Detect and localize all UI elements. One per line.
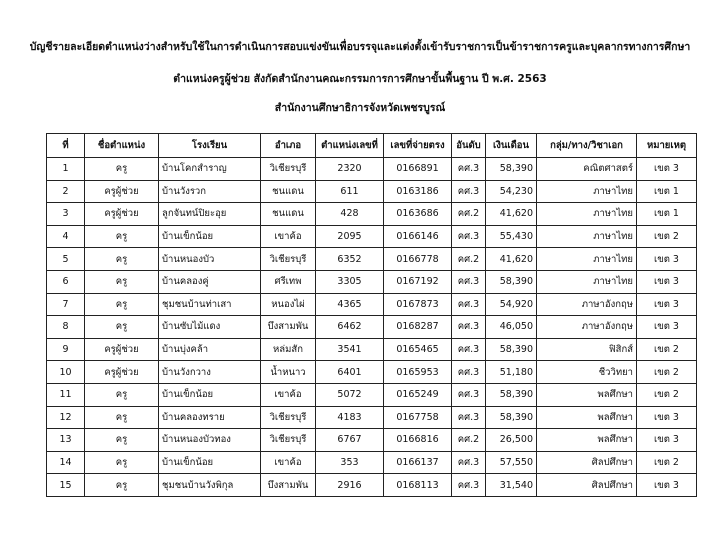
cell-remark: เขต 2 xyxy=(637,383,697,406)
cell-payroll-number: 0167192 xyxy=(384,270,452,293)
cell-school: ชุมชนบ้านวังพิกุล xyxy=(159,474,261,497)
cell-no: 13 xyxy=(47,429,85,452)
cell-remark: เขต 2 xyxy=(637,338,697,361)
cell-district: วิเชียรบุรี xyxy=(261,429,316,452)
cell-subject: คณิตศาสตร์ xyxy=(537,158,637,181)
cell-salary: 46,050 xyxy=(486,316,537,339)
cell-position-number: 5072 xyxy=(316,383,384,406)
cell-position-number: 2095 xyxy=(316,225,384,248)
cell-salary: 26,500 xyxy=(486,429,537,452)
cell-salary: 41,620 xyxy=(486,203,537,226)
cell-district: น้ำหนาว xyxy=(261,361,316,384)
cell-remark: เขต 1 xyxy=(637,203,697,226)
cell-remark: เขต 3 xyxy=(637,474,697,497)
cell-remark: เขต 3 xyxy=(637,248,697,271)
cell-subject: พลศึกษา xyxy=(537,383,637,406)
cell-remark: เขต 3 xyxy=(637,293,697,316)
cell-position: ครู xyxy=(85,225,159,248)
cell-district: วิเชียรบุรี xyxy=(261,248,316,271)
cell-position-number: 353 xyxy=(316,451,384,474)
cell-payroll-number: 0167758 xyxy=(384,406,452,429)
cell-remark: เขต 2 xyxy=(637,225,697,248)
cell-school: บ้านคลองทราย xyxy=(159,406,261,429)
cell-district: เขาค้อ xyxy=(261,383,316,406)
cell-subject: ศิลปศึกษา xyxy=(537,451,637,474)
cell-position-number: 2916 xyxy=(316,474,384,497)
cell-rank: คศ.3 xyxy=(452,316,486,339)
cell-payroll-number: 0166778 xyxy=(384,248,452,271)
cell-subject: พลศึกษา xyxy=(537,406,637,429)
cell-position-number: 6767 xyxy=(316,429,384,452)
cell-district: เขาค้อ xyxy=(261,451,316,474)
cell-subject: ภาษาไทย xyxy=(537,180,637,203)
cell-no: 9 xyxy=(47,338,85,361)
cell-position: ครู xyxy=(85,406,159,429)
cell-position: ครู xyxy=(85,451,159,474)
cell-payroll-number: 0163686 xyxy=(384,203,452,226)
table-row xyxy=(47,158,697,181)
cell-district: หล่มสัก xyxy=(261,338,316,361)
table-row xyxy=(47,270,697,293)
cell-district: บึงสามพัน xyxy=(261,316,316,339)
cell-school: บ้านวังกวาง xyxy=(159,361,261,384)
cell-payroll-number: 0168287 xyxy=(384,316,452,339)
cell-remark: เขต 3 xyxy=(637,316,697,339)
cell-position: ครูผู้ช่วย xyxy=(85,338,159,361)
cell-district: วิเชียรบุรี xyxy=(261,406,316,429)
cell-district: บึงสามพัน xyxy=(261,474,316,497)
cell-payroll-number: 0165249 xyxy=(384,383,452,406)
col-header-payroll-number: เลขที่จ่ายตรง xyxy=(384,134,452,158)
cell-position: ครู xyxy=(85,248,159,271)
table-row xyxy=(47,338,697,361)
cell-salary: 58,390 xyxy=(486,338,537,361)
cell-remark: เขต 2 xyxy=(637,451,697,474)
cell-position: ครู xyxy=(85,316,159,339)
cell-position: ครู xyxy=(85,383,159,406)
cell-district: ชนแดน xyxy=(261,203,316,226)
cell-no: 8 xyxy=(47,316,85,339)
cell-position: ครูผู้ช่วย xyxy=(85,361,159,384)
table-row xyxy=(47,203,697,226)
cell-payroll-number: 0165465 xyxy=(384,338,452,361)
cell-subject: ภาษาอังกฤษ xyxy=(537,293,637,316)
table-row xyxy=(47,316,697,339)
office-name: สำนักงานศึกษาธิการจังหวัดเพชรบูรณ์ xyxy=(274,102,446,114)
cell-no: 15 xyxy=(47,474,85,497)
cell-rank: คศ.3 xyxy=(452,474,486,497)
cell-salary: 58,390 xyxy=(486,406,537,429)
cell-school: บ้านเข็กน้อย xyxy=(159,383,261,406)
cell-school: ลูกจันทน์ปิยะอุย xyxy=(159,203,261,226)
col-header-salary: เงินเดือน xyxy=(486,134,537,158)
cell-payroll-number: 0167873 xyxy=(384,293,452,316)
cell-rank: คศ.3 xyxy=(452,361,486,384)
cell-subject: ศิลปศึกษา xyxy=(537,474,637,497)
cell-school: บ้านคลองคู่ xyxy=(159,270,261,293)
cell-position-number: 3305 xyxy=(316,270,384,293)
cell-position: ครูผู้ช่วย xyxy=(85,203,159,226)
cell-remark: เขต 3 xyxy=(637,406,697,429)
cell-position-number: 6401 xyxy=(316,361,384,384)
cell-position-number: 6352 xyxy=(316,248,384,271)
cell-no: 12 xyxy=(47,406,85,429)
cell-subject: ภาษาไทย xyxy=(537,225,637,248)
table-row xyxy=(47,383,697,406)
cell-no: 11 xyxy=(47,383,85,406)
cell-school: บ้านหนองบัว xyxy=(159,248,261,271)
cell-rank: คศ.3 xyxy=(452,293,486,316)
cell-salary: 51,180 xyxy=(486,361,537,384)
cell-position-number: 428 xyxy=(316,203,384,226)
cell-school: บ้านวังรวก xyxy=(159,180,261,203)
col-header-subject: กลุ่ม/ทาง/วิชาเอก xyxy=(537,134,637,158)
cell-rank: คศ.3 xyxy=(452,158,486,181)
cell-no: 1 xyxy=(47,158,85,181)
col-header-rank: อันดับ xyxy=(452,134,486,158)
cell-payroll-number: 0166137 xyxy=(384,451,452,474)
cell-remark: เขต 3 xyxy=(637,270,697,293)
cell-subject: ภาษาไทย xyxy=(537,248,637,271)
cell-payroll-number: 0168113 xyxy=(384,474,452,497)
cell-subject: ภาษาไทย xyxy=(537,270,637,293)
cell-rank: คศ.2 xyxy=(452,429,486,452)
table-row xyxy=(47,225,697,248)
cell-salary: 31,540 xyxy=(486,474,537,497)
cell-rank: คศ.3 xyxy=(452,338,486,361)
table-row xyxy=(47,451,697,474)
cell-position-number: 3541 xyxy=(316,338,384,361)
col-header-no: ที่ xyxy=(47,134,85,158)
cell-position-number: 4365 xyxy=(316,293,384,316)
table-row xyxy=(47,180,697,203)
cell-payroll-number: 0165953 xyxy=(384,361,452,384)
cell-school: บ้านเข็กน้อย xyxy=(159,451,261,474)
document-title: บัญชีรายละเอียดตำแหน่งว่างสำหรับใช้ในการดำเนินการสอบแข่งขันเพื่อบรรจุและแต่งตั้งเข้ารับราชการเป็นข้าราชการครูและบุคลากรทางการศึกษา xyxy=(29,41,691,53)
cell-rank: คศ.3 xyxy=(452,451,486,474)
cell-school: บ้านหนองบัวทอง xyxy=(159,429,261,452)
cell-salary: 54,920 xyxy=(486,293,537,316)
cell-salary: 55,430 xyxy=(486,225,537,248)
cell-district: ชนแดน xyxy=(261,180,316,203)
cell-rank: คศ.3 xyxy=(452,406,486,429)
cell-position-number: 6462 xyxy=(316,316,384,339)
cell-no: 3 xyxy=(47,203,85,226)
vacancy-table xyxy=(46,133,697,497)
cell-subject: ฟิสิกส์ xyxy=(537,338,637,361)
cell-school: บ้านบุ่งคล้า xyxy=(159,338,261,361)
cell-no: 2 xyxy=(47,180,85,203)
cell-payroll-number: 0166816 xyxy=(384,429,452,452)
cell-salary: 58,390 xyxy=(486,383,537,406)
cell-rank: คศ.2 xyxy=(452,203,486,226)
col-header-position-number: ตำแหน่งเลขที่ xyxy=(316,134,384,158)
cell-position: ครู xyxy=(85,293,159,316)
document-subtitle: ตำแหน่งครูผู้ช่วย สังกัดสำนักงานคณะกรรมการการศึกษาขั้นพื้นฐาน ปี พ.ศ. 2563 xyxy=(173,73,547,85)
cell-district: หนองไผ่ xyxy=(261,293,316,316)
table-row xyxy=(47,293,697,316)
cell-payroll-number: 0166146 xyxy=(384,225,452,248)
cell-no: 7 xyxy=(47,293,85,316)
cell-position: ครู xyxy=(85,270,159,293)
cell-salary: 54,230 xyxy=(486,180,537,203)
cell-school: บ้านซับไม้แดง xyxy=(159,316,261,339)
cell-payroll-number: 0163186 xyxy=(384,180,452,203)
cell-subject: พลศึกษา xyxy=(537,429,637,452)
cell-position: ครูผู้ช่วย xyxy=(85,180,159,203)
cell-no: 10 xyxy=(47,361,85,384)
cell-position: ครู xyxy=(85,429,159,452)
cell-payroll-number: 0166891 xyxy=(384,158,452,181)
cell-salary: 58,390 xyxy=(486,158,537,181)
cell-remark: เขต 3 xyxy=(637,158,697,181)
cell-school: ชุมชนบ้านท่าเสา xyxy=(159,293,261,316)
cell-remark: เขต 2 xyxy=(637,361,697,384)
cell-district: วิเชียรบุรี xyxy=(261,158,316,181)
cell-salary: 58,390 xyxy=(486,270,537,293)
cell-position-number: 2320 xyxy=(316,158,384,181)
cell-remark: เขต 1 xyxy=(637,180,697,203)
cell-salary: 57,550 xyxy=(486,451,537,474)
cell-no: 5 xyxy=(47,248,85,271)
cell-school: บ้านโคกสำราญ xyxy=(159,158,261,181)
cell-subject: ชีววิทยา xyxy=(537,361,637,384)
cell-no: 4 xyxy=(47,225,85,248)
table-row xyxy=(47,406,697,429)
col-header-position: ชื่อตำแหน่ง xyxy=(85,134,159,158)
col-header-remark: หมายเหตุ xyxy=(637,134,697,158)
cell-rank: คศ.3 xyxy=(452,225,486,248)
cell-position: ครู xyxy=(85,158,159,181)
cell-district: เขาค้อ xyxy=(261,225,316,248)
cell-no: 14 xyxy=(47,451,85,474)
cell-rank: คศ.3 xyxy=(452,383,486,406)
cell-subject: ภาษาอังกฤษ xyxy=(537,316,637,339)
table-row xyxy=(47,248,697,271)
col-header-school: โรงเรียน xyxy=(159,134,261,158)
col-header-district: อำเภอ xyxy=(261,134,316,158)
cell-district: ศรีเทพ xyxy=(261,270,316,293)
table-row xyxy=(47,429,697,452)
table-header-row xyxy=(47,134,697,158)
cell-rank: คศ.3 xyxy=(452,180,486,203)
table-row xyxy=(47,474,697,497)
cell-rank: คศ.3 xyxy=(452,270,486,293)
cell-subject: ภาษาไทย xyxy=(537,203,637,226)
cell-rank: คศ.2 xyxy=(452,248,486,271)
cell-remark: เขต 3 xyxy=(637,429,697,452)
cell-school: บ้านเข็กน้อย xyxy=(159,225,261,248)
cell-position: ครู xyxy=(85,474,159,497)
cell-position-number: 611 xyxy=(316,180,384,203)
cell-salary: 41,620 xyxy=(486,248,537,271)
table-row xyxy=(47,361,697,384)
cell-position-number: 4183 xyxy=(316,406,384,429)
cell-no: 6 xyxy=(47,270,85,293)
